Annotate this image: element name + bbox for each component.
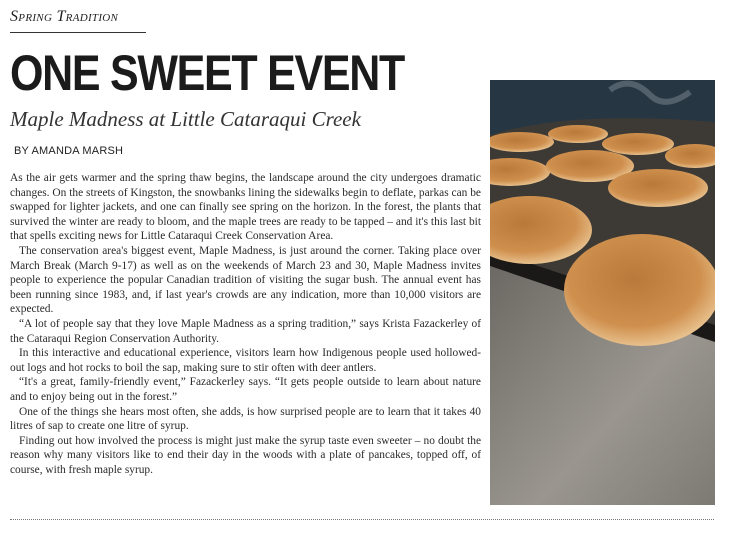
paragraph: In this interactive and educational experience, visitors learn how Indigenous people used hollowed-out logs and hot rocks to boil the sap, making sure to stir often with deer antlers. xyxy=(10,347,481,374)
paragraph: Finding out how involved the process is might just make the syrup taste even sweeter – no doubt the reason why many visitors like to end their day in the woods with a plate of pancakes, topped off, of course, with fresh maple syrup. xyxy=(10,434,481,476)
pancake-griddle-illustration xyxy=(490,80,715,505)
article-subhead: Maple Madness at Little Cataraqui Creek xyxy=(10,107,361,131)
paragraph: As the air gets warmer and the spring thaw begins, the landscape around the city undergoes dramatic changes. On the streets of Kingston, the snowbanks lining the sidewalks begin to deflate, parkas can be swapped for lighter jackets, and one can finally see spring on the horizon. In the forest, the plants that survived the winter are ready to bloom, and the maple trees are ready to be tapped – and it's this last bit that spells exciting news for Little Cataraqui Creek Conservation Area. xyxy=(10,172,481,243)
pancake xyxy=(608,169,708,207)
pancake xyxy=(564,234,715,346)
bottom-dotted-divider xyxy=(10,519,714,520)
pancake xyxy=(602,133,674,155)
article-body xyxy=(10,171,481,477)
pancake-griddle-photo xyxy=(490,80,715,505)
section-kicker: Spring Tradition xyxy=(10,8,119,25)
kicker-underline xyxy=(10,32,146,33)
paragraph: The conservation area's biggest event, Maple Madness, is just around the corner. Taking place over March Break (March 9-17) as well as on the weekends of March 23 and 30, Maple Madness invites people to experience the popular Canadian tradition of visiting the sugar bush. The annual event has been running since 1983, and, if last year's crowds are any indication, more than 10,000 visitors are expected. xyxy=(10,244,481,316)
article-headline: ONE SWEET EVENT xyxy=(10,45,404,101)
paragraph: “It's a great, family-friendly event,” Fazackerley says. “It gets people outside to learn about nature and to enjoy being out in the forest.” xyxy=(10,376,481,403)
pancake xyxy=(548,125,608,143)
paragraph: One of the things she hears most often, she adds, is how surprised people are to learn that it takes 40 litres of sap to create one litre of syrup. xyxy=(10,405,481,433)
article-byline: BY AMANDA MARSH xyxy=(14,145,124,157)
paragraph: “A lot of people say that they love Maple Madness as a spring tradition,” says Krista Fazackerley of the Cataraqui Region Conservation Authority. xyxy=(10,317,481,345)
